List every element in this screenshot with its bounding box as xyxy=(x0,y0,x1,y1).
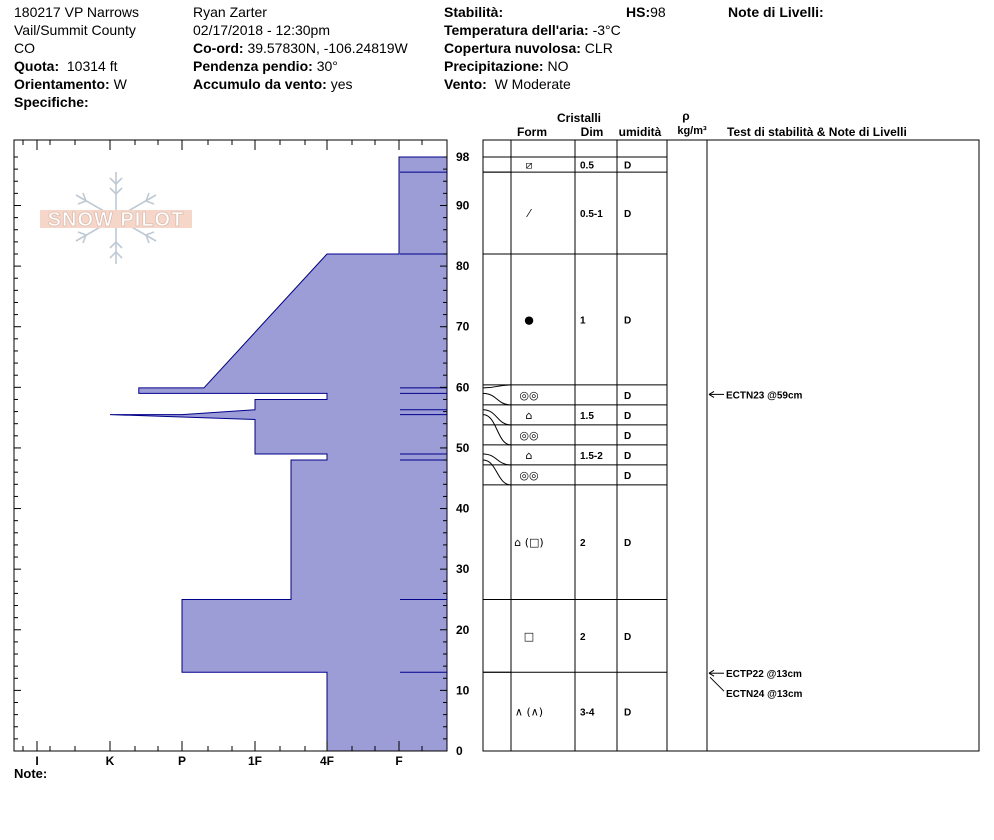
note-label: Note: xyxy=(14,766,48,781)
wind-loading: Accumulo da vento: yes xyxy=(193,76,353,92)
col-cristalli: Cristalli xyxy=(556,111,602,125)
layer-connector xyxy=(483,410,511,425)
col-dim: Dim xyxy=(580,125,604,139)
stability: Stabilità: xyxy=(444,4,504,20)
layer-form: ◎◎ xyxy=(519,388,539,402)
slope-angle: Pendenza pendio: 30° xyxy=(193,58,338,74)
layer-connector xyxy=(483,393,511,405)
layer-moisture: D xyxy=(624,160,632,172)
test-arrow-line xyxy=(710,677,724,691)
layer-form: ◎◎ xyxy=(519,468,539,482)
layers-table-frame xyxy=(483,140,979,751)
aspect: Orientamento: W xyxy=(14,76,127,92)
specifics: Specifiche: xyxy=(14,94,89,110)
layer-form: ⧄ xyxy=(525,158,533,172)
observer-name: Ryan Zarter xyxy=(193,4,267,20)
wind: Vento: W Moderate xyxy=(444,76,571,92)
hardness-label-P: P xyxy=(177,754,187,768)
depth-label-60: 60 xyxy=(456,380,470,395)
layer-moisture: D xyxy=(624,631,632,643)
depth-label-50: 50 xyxy=(456,440,470,455)
hardness-label-I: I xyxy=(35,754,39,768)
col-tests: Test di stabilità & Note di Livelli xyxy=(727,125,907,139)
hardness-label-K: K xyxy=(105,754,115,768)
layer-connector xyxy=(483,460,511,485)
layer-connector xyxy=(483,415,511,445)
layer-notes-title: Note di Livelli: xyxy=(728,4,824,20)
coordinates: Co-ord: 39.57830N, -106.24819W xyxy=(193,40,408,56)
depth-label-40: 40 xyxy=(456,501,470,516)
depth-label-0: 0 xyxy=(456,744,463,758)
obs-datetime: 02/17/2018 - 12:30pm xyxy=(193,22,330,38)
site-name: 180217 VP Narrows xyxy=(14,4,140,20)
layer-moisture: D xyxy=(624,209,632,221)
layer-size: 3-4 xyxy=(580,707,595,719)
hardness-label-1F: 1F xyxy=(247,754,263,768)
test-label: ECTP22 @13cm xyxy=(726,669,802,681)
air-temperature: Temperatura dell'aria: -3°C xyxy=(444,22,621,38)
col-density-unit: kg/m³ xyxy=(677,125,707,137)
depth-label-10: 10 xyxy=(456,683,470,698)
stability-test xyxy=(710,677,803,700)
layer-moisture: D xyxy=(624,390,632,402)
layer-size: 1.5-2 xyxy=(580,450,603,462)
stability-test xyxy=(709,390,803,401)
layer-moisture: D xyxy=(624,450,632,462)
hardness-label-F: F xyxy=(395,754,403,768)
depth-label-30: 30 xyxy=(456,562,470,577)
layer-moisture: D xyxy=(624,538,632,550)
hardness-label-4F: 4F xyxy=(319,754,335,768)
col-rho: ρ xyxy=(682,109,690,123)
layer-size: 2 xyxy=(580,631,586,643)
layer-moisture: D xyxy=(624,707,632,719)
logo-wordmark: SNOW PILOT xyxy=(47,209,185,231)
precipitation: Precipitazione: NO xyxy=(444,58,569,74)
layer-form: ⌂ (□) xyxy=(514,536,544,550)
depth-label-20: 20 xyxy=(456,622,470,637)
col-moisture: umidità xyxy=(618,125,662,139)
snowpilot-logo xyxy=(40,172,192,264)
layer-form: ⌂ xyxy=(525,448,533,462)
depth-label-70: 70 xyxy=(456,319,470,334)
layer-form: ● xyxy=(524,313,534,327)
layer-moisture: D xyxy=(624,315,632,327)
layer-size: 1 xyxy=(580,315,586,327)
test-label: ECTN23 @59cm xyxy=(726,390,803,402)
depth-label-80: 80 xyxy=(456,259,470,274)
cloud-cover: Copertura nuvolosa: CLR xyxy=(444,40,613,56)
layer-size: 0.5-1 xyxy=(580,209,603,221)
layer-form: ⌂ xyxy=(525,408,533,422)
col-form: Form xyxy=(517,125,547,139)
site-state: CO xyxy=(14,40,35,56)
layer-moisture: D xyxy=(624,410,632,422)
layer-size: 2 xyxy=(580,538,586,550)
layer-moisture: D xyxy=(624,470,632,482)
layer-form: ⁄ xyxy=(528,207,530,221)
stability-test xyxy=(709,669,802,680)
layer-moisture: D xyxy=(624,430,632,442)
hardness-profile xyxy=(110,157,447,751)
depth-label-98: 98 xyxy=(456,150,470,164)
test-label: ECTN24 @13cm xyxy=(726,689,803,701)
site-area: Vail/Summit County xyxy=(14,22,136,38)
snow-height: HS:98 xyxy=(626,4,666,20)
layer-size: 1.5 xyxy=(580,410,594,422)
depth-label-90: 90 xyxy=(456,198,470,213)
elevation: Quota: 10314 ft xyxy=(14,58,118,74)
layer-connector xyxy=(483,454,511,465)
layer-form: □ xyxy=(523,629,535,643)
layer-size: 0.5 xyxy=(580,160,594,172)
layer-form: ◎◎ xyxy=(519,428,539,442)
layer-form: ∧ (∧) xyxy=(514,705,544,719)
